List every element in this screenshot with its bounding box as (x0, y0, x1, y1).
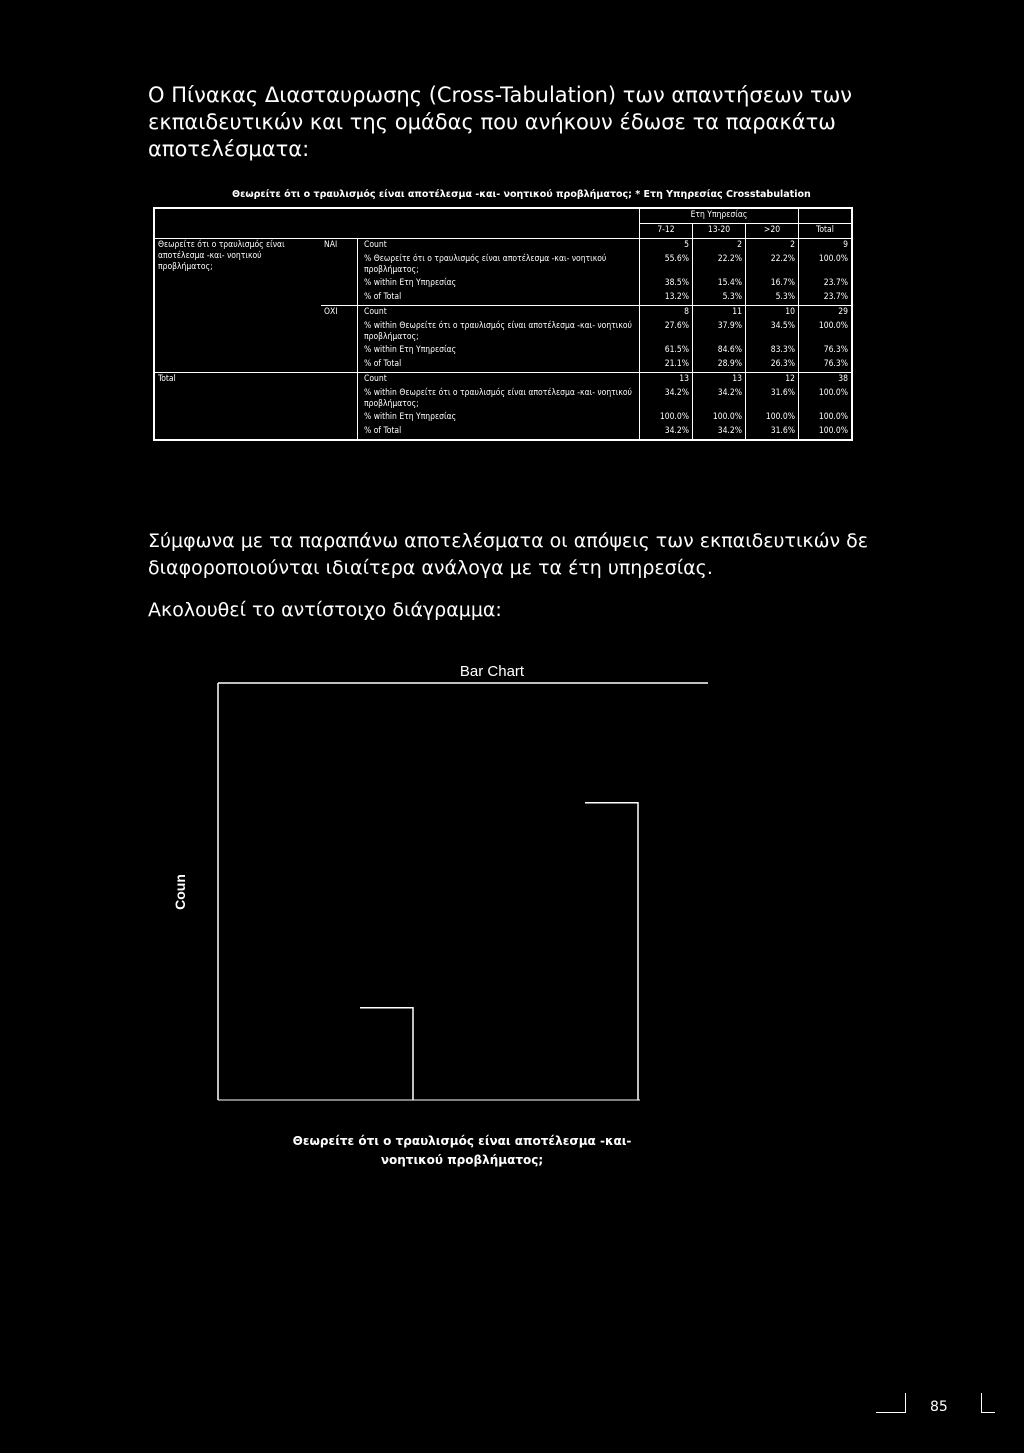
stat-label: % within Θεωρείτε ότι ο τραυλισμός είναι αποτέλεσμα -και- νοητικού προβλήματος; (358, 320, 640, 344)
stat-label: % within Ετη Υπηρεσίας (358, 344, 640, 358)
table-cell: 12 (746, 373, 799, 388)
conclusion-paragraph: Σύμφωνα με τα παραπάνω αποτελέσματα οι απόψεις των εκπαιδευτικών δε διαφοροποιούνται ιδιαίτερα ανάλογα με τα έτη υπηρεσίας. (148, 530, 869, 579)
stat-label: Count (358, 373, 640, 388)
table-cell: 8 (640, 306, 693, 321)
column-group-header: Ετη Υπηρεσίας (640, 208, 799, 224)
table-cell: 13 (640, 373, 693, 388)
table-cell: 10 (746, 306, 799, 321)
group-label: ΝΑΙ (324, 240, 338, 250)
stat-label: % Θεωρείτε ότι ο τραυλισμός είναι αποτέλεσμα -και- νοητικού προβλήματος; (358, 253, 640, 277)
table-cell: 5 (640, 239, 693, 254)
table-cell: 31.6% (746, 425, 799, 440)
bar-ΝΑΙ (360, 1008, 413, 1100)
bar-ΟΧΙ (585, 803, 638, 1100)
table-cell: 26.3% (746, 358, 799, 373)
stat-label: % within Ετη Υπηρεσίας (358, 411, 640, 425)
table-cell: 34.2% (693, 425, 746, 440)
table-cell: 28.9% (693, 358, 746, 373)
table-cell: 5.3% (746, 291, 799, 306)
stat-label: Count (358, 306, 640, 321)
table-cell: 76.3% (799, 344, 853, 358)
x-axis-label-line1: Θεωρείτε ότι ο τραυλισμός είναι αποτέλεσμα -και- (292, 1134, 632, 1148)
table-cell: 34.2% (693, 387, 746, 411)
column-header: Total (799, 224, 853, 239)
table-cell: 23.7% (799, 277, 853, 291)
table-cell: 2 (693, 239, 746, 254)
table-cell: 21.1% (640, 358, 693, 373)
table-cell: 34.2% (640, 387, 693, 411)
table-cell: 29 (799, 306, 853, 321)
table-cell: 2 (746, 239, 799, 254)
table-cell: 15.4% (693, 277, 746, 291)
table-cell: 38.5% (640, 277, 693, 291)
footer-rule-left-vertical (905, 1393, 906, 1413)
footer-rule-left (876, 1412, 906, 1413)
table-cell: 16.7% (746, 277, 799, 291)
table-cell: 34.5% (746, 320, 799, 344)
table-cell: 22.2% (693, 253, 746, 277)
table-cell: 100.0% (746, 411, 799, 425)
stat-label: % of Total (358, 358, 640, 373)
table-cell: 13 (693, 373, 746, 388)
table-cell: 55.6% (640, 253, 693, 277)
stat-label: % within Θεωρείτε ότι ο τραυλισμός είναι αποτέλεσμα -και- νοητικού προβλήματος; (358, 387, 640, 411)
page-number: 85 (930, 1399, 948, 1415)
group-label: ΟΧΙ (321, 306, 358, 373)
table-cell: 11 (693, 306, 746, 321)
table-cell: 22.2% (746, 253, 799, 277)
table-cell: 100.0% (799, 387, 853, 411)
table-cell: 61.5% (640, 344, 693, 358)
column-header: 13-20 (693, 224, 746, 239)
table-cell: 100.0% (799, 253, 853, 277)
table-cell: 100.0% (799, 425, 853, 440)
y-axis-label: Coun (172, 874, 188, 910)
column-header: 7-12 (640, 224, 693, 239)
stat-label: % within Ετη Υπηρεσίας (358, 277, 640, 291)
stat-label: % of Total (358, 291, 640, 306)
table-cell: 83.3% (746, 344, 799, 358)
stat-label: % of Total (358, 425, 640, 440)
table-cell: 27.6% (640, 320, 693, 344)
table-cell: 9 (799, 239, 853, 254)
table-cell: 13.2% (640, 291, 693, 306)
footer-rule-right-vertical (981, 1393, 982, 1413)
table-cell: 100.0% (693, 411, 746, 425)
table-cell: 38 (799, 373, 853, 388)
crosstab-caption: Θεωρείτε ότι ο τραυλισμός είναι αποτέλεσμα -και- νοητικού προβλήματος; * Ετη Υπηρεσίας Crosstabulation (232, 189, 811, 200)
stat-label: Count (358, 239, 640, 254)
column-header: >20 (746, 224, 799, 239)
bars-group (360, 803, 638, 1100)
x-axis-label-line2: νοητικού προβλήματος; (380, 1153, 544, 1167)
row-variable-label: Θεωρείτε ότι ο τραυλισμός είναι αποτέλεσμα -και- νοητικού προβλήματος; (158, 240, 285, 272)
footer-rule-right (981, 1412, 995, 1413)
table-cell: 37.9% (693, 320, 746, 344)
chart-intro-paragraph: Ακολουθεί το αντίστοιχο διάγραμμα: (148, 599, 502, 621)
chart-title: Bar Chart (459, 663, 525, 680)
table-cell: 100.0% (799, 411, 853, 425)
intro-paragraph: Ο Πίνακας Διασταυρωσης (Cross-Tabulation) των απαντήσεων των εκπαιδευτικών και της ομάδας που ανήκουν έδωσε τα παρακάτω αποτελέσματα: (148, 83, 853, 161)
table-cell: 23.7% (799, 291, 853, 306)
table-cell: 84.6% (693, 344, 746, 358)
table-cell: 100.0% (799, 320, 853, 344)
table-cell: 76.3% (799, 358, 853, 373)
table-cell: 31.6% (746, 387, 799, 411)
table-cell: 34.2% (640, 425, 693, 440)
table-cell: 5.3% (693, 291, 746, 306)
table-cell: 100.0% (640, 411, 693, 425)
total-label: Total (154, 373, 358, 441)
